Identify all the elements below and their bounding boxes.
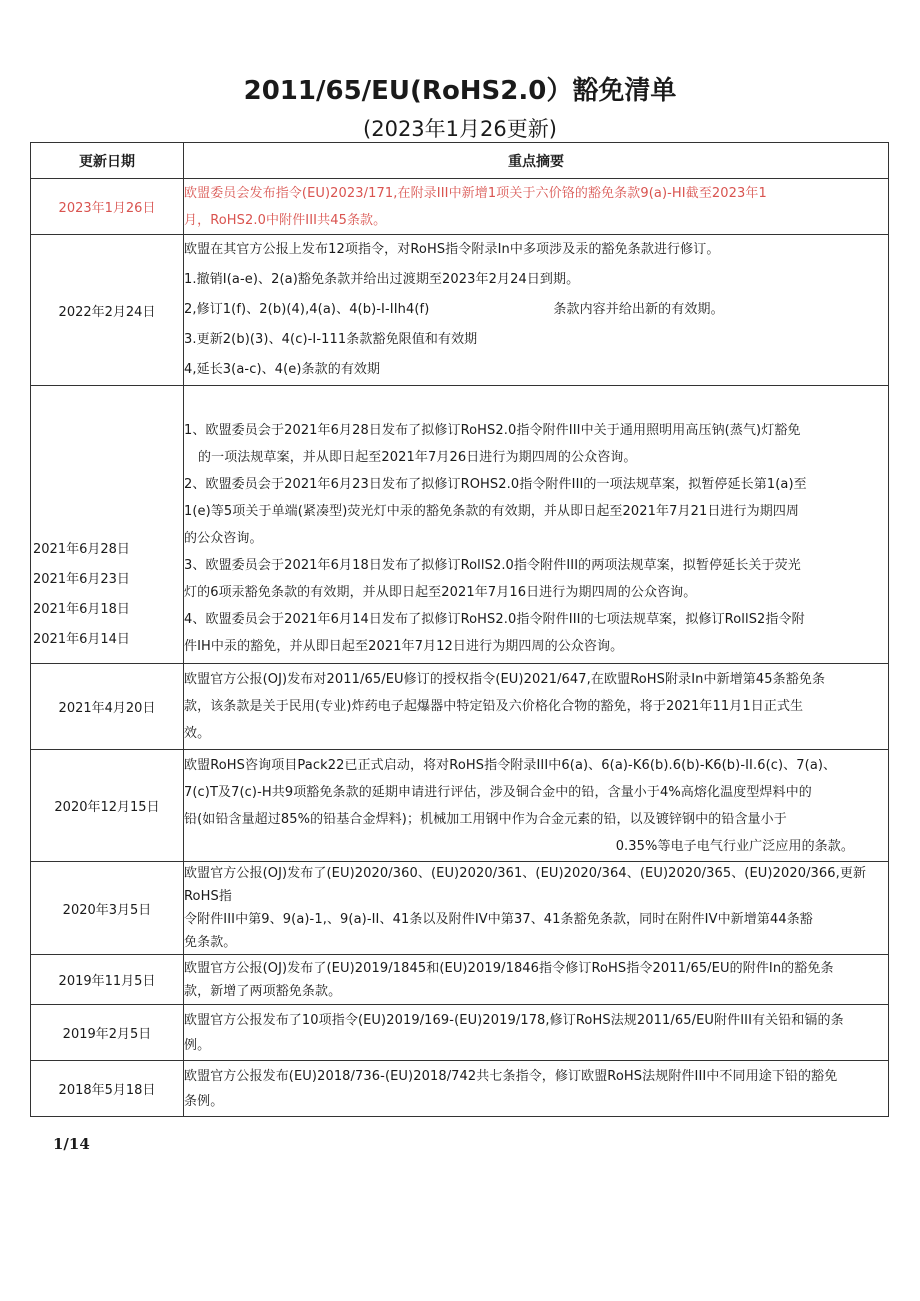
summary-line: 免条款。 xyxy=(184,935,237,950)
row-date: 2023年1月26日 xyxy=(31,179,184,235)
row-date: 2021年4月20日 xyxy=(31,664,184,750)
document-subtitle: (2023年1月26更新) xyxy=(363,117,557,141)
summary-line: 件IH中汞的豁免，并从即日起至2021年7月12日进行为期四周的公众咨询。 xyxy=(184,638,624,654)
summary-line: 4、欧盟委员会于2021年6月14日发布了拟修订RoHS2.0指令附件III的七项法规草案，拟修订RollS2指令附 xyxy=(184,611,805,627)
summary-line-part: 2,修订1(f)、2(b)(4),4(a)、4(b)-I-IIh4(f) xyxy=(184,302,430,317)
summary-line: 欧盟官方公报(OJ)发布了(EU)2019/1845和(EU)2019/1846指令修订RoHS指令2011/65/EU的附件In的豁免条 xyxy=(184,960,834,976)
summary-line: 欧盟官方公报(OJ)发布了(EU)2020/360、(EU)2020/361、(EU)2020/364、(EU)2020/365、(EU)2020/366,更新RoHS指 xyxy=(184,866,867,904)
summary-line xyxy=(184,295,888,325)
table-header-row xyxy=(31,143,889,179)
row-date: 2021年6月28日 xyxy=(33,542,130,557)
row-summary xyxy=(184,179,889,235)
summary-line: 的公众咨询。 xyxy=(184,530,263,546)
summary-line: 1(e)等5项关于单端(紧凑型)荧光灯中汞的豁免条款的有效期，并从即日起至2021年7月21日进行为期四周 xyxy=(184,503,800,519)
row-date: 2021年6月18日 xyxy=(33,602,130,617)
table-row xyxy=(31,862,889,955)
row-date: 2019年11月5日 xyxy=(31,955,184,1005)
summary-line: 4,延长3(a-c)、4(e)条款的有效期 xyxy=(184,362,381,377)
row-summary xyxy=(184,235,889,386)
summary-line: 欧盟在其官方公报上发布12项指令，对RoHS指令附录In中多项涉及汞的豁免条款进行修订。 xyxy=(184,242,720,257)
summary-line: 灯的6项汞豁免条款的有效期，并从即日起至2021年7月16日进行为期四周的公众咨询。 xyxy=(184,584,697,600)
summary-line: 1.撤销I(a-e)、2(a)豁免条款并给出过渡期至2023年2月24日到期。 xyxy=(184,272,580,287)
summary-line: 2、欧盟委员会于2021年6月23日发布了拟修订ROHS2.0指令附件III的一项法规草案，拟暂停延长第1(a)至 xyxy=(184,476,807,492)
row-date: 2021年6月23日 xyxy=(33,572,130,587)
table-row xyxy=(31,1005,889,1061)
exemption-table xyxy=(30,142,889,1117)
summary-line: 1、欧盟委员会于2021年6月28日发布了拟修订RoHS2.0指令附件III中关于通用照明用高压钠(蒸气)灯豁免 xyxy=(184,422,801,438)
row-date: 2020年3月5日 xyxy=(31,862,184,955)
summary-line: 款，该条款是关于民用(专业)炸药电子起爆器中特定铅及六价格化合物的豁免，将于2021年11月1日正式生 xyxy=(184,699,804,714)
page-number: 1/14 xyxy=(53,1135,90,1153)
summary-line: 0.35%等电子电气行业广泛应用的条款。 xyxy=(615,838,854,854)
summary-line: 款，新增了两项豁免条款。 xyxy=(184,983,342,999)
row-date: 2021年6月14日 xyxy=(33,632,130,647)
row-summary xyxy=(184,750,889,862)
table-row xyxy=(31,664,889,750)
summary-line: 效。 xyxy=(184,726,211,741)
summary-line: 条例。 xyxy=(184,1093,224,1109)
table-row xyxy=(31,955,889,1005)
summary-line: 欧盟官方公报(OJ)发布对2011/65/EU修订的授权指令(EU)2021/647,在欧盟RoHS附录In中新增第45条豁免条 xyxy=(184,672,826,687)
row-date: 2020年12月15日 xyxy=(31,750,184,862)
row-date-group xyxy=(31,386,184,664)
table-row xyxy=(31,1061,889,1117)
row-summary xyxy=(184,1061,889,1117)
summary-line: 令附件III中第9、9(a)-1,、9(a)-II、41条以及附件IV中第37、41条豁免条款，同时在附件IV中新增第44条豁 xyxy=(184,912,813,927)
table-row xyxy=(31,235,889,386)
header-summary: 重点摘要 xyxy=(184,143,889,179)
row-summary xyxy=(184,955,889,1005)
summary-line: 3、欧盟委员会于2021年6月18日发布了拟修订RollS2.0指令附件III的两项法规草案，拟暂停延长关于荧光 xyxy=(184,557,801,573)
summary-line: 欧盟官方公报发布(EU)2018/736-(EU)2018/742共七条指令，修订欧盟RoHS法规附件III中不同用途下铅的豁免 xyxy=(184,1068,838,1084)
table-row xyxy=(31,179,889,235)
summary-line: 月，RoHS2.0中附件III共45条款。 xyxy=(184,212,387,228)
summary-line-part: 条款内容并给出新的有效期。 xyxy=(553,302,724,317)
header-date: 更新日期 xyxy=(31,143,184,179)
summary-line: 欧盟委员会发布指令(EU)2023/171,在附录III中新增1项关于六价铬的豁免条款9(a)-HI截至2023年1 xyxy=(184,185,767,201)
row-date: 2022年2月24日 xyxy=(31,235,184,386)
document-title: 2011/65/EU(RoHS2.0）豁免清单 xyxy=(243,76,677,106)
row-summary xyxy=(184,1005,889,1061)
row-summary xyxy=(184,386,889,664)
row-date: 2019年2月5日 xyxy=(31,1005,184,1061)
summary-line: 的一项法规草案，并从即日起至2021年7月26日进行为期四周的公众咨询。 xyxy=(198,449,637,465)
summary-line: 7(c)T及7(c)-H共9项豁免条款的延期申请进行评估，涉及铜合金中的铅，含量小于4%高熔化温度型焊料中的 xyxy=(184,784,812,800)
summary-line: 3.更新2(b)(3)、4(c)-I-111条款豁免限值和有效期 xyxy=(184,332,478,347)
row-date: 2018年5月18日 xyxy=(31,1061,184,1117)
summary-line: 欧盟RoHS咨询项目Pack22已正式启动，将对RoHS指令附录III中6(a)、6(a)-K6(b).6(b)-K6(b)-II.6(c)、7(a)、 xyxy=(184,757,837,773)
summary-line: 欧盟官方公报发布了10项指令(EU)2019/169-(EU)2019/178,修订RoHS法规2011/65/EU附件III有关铅和镉的条 xyxy=(184,1012,844,1028)
row-summary xyxy=(184,664,889,750)
table-row xyxy=(31,386,889,664)
table-row xyxy=(31,750,889,862)
summary-line: 铅(如铅含量超过85%的铅基合金焊料)；机械加工用钢中作为合金元素的铅，以及镀锌钢中的铅含量小于 xyxy=(184,811,787,827)
summary-line: 例。 xyxy=(184,1037,211,1053)
row-summary xyxy=(184,862,889,955)
